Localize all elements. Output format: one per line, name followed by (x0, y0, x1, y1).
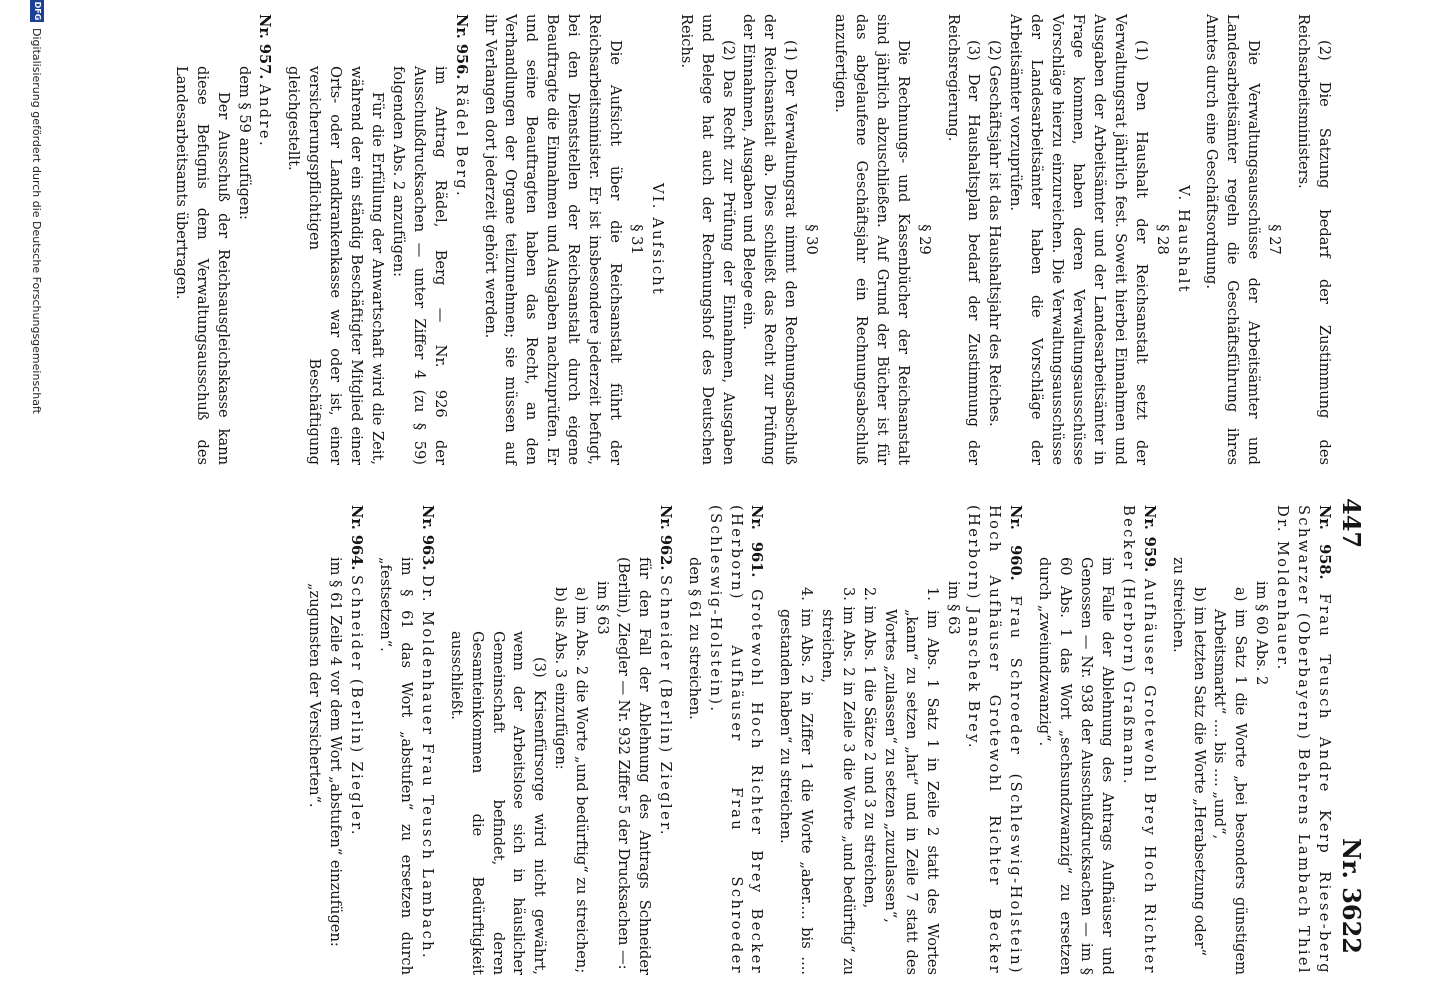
spacer (1025, 505, 1033, 975)
paragraph: 4. im Abs. 2 in Ziffer 1 die Worte „aber.... bis .... gestanden haben“ zu streichen. (777, 587, 816, 975)
section-heading: § 31 (627, 224, 645, 255)
paragraph: im § 63 (944, 581, 962, 635)
motion-sponsors: Aufhäuser Grotewohl Brey Hoch Richter Becker (Herborn) Graßmann. (1119, 505, 1158, 975)
paragraph: für den Fall der Ablehnung des Antrags Schneider (Berlin), Ziegler — Nr. 932 Ziffer 5 der Drucksachen —: (615, 557, 653, 975)
spacer (766, 505, 774, 975)
left-column (170, 0, 1334, 465)
spacer (675, 505, 683, 975)
paragraph: im Antrag Rädel, Berg — Nr. 926 der Ausschußdrucksachen — unter Ziffer 4 (zu § 59) folgenden Abs. 2 anzufügen: (389, 66, 449, 465)
motion-number: Nr. 960. (1007, 505, 1025, 581)
paragraph: 3. im Abs. 2 in Zeile 3 die Worte „und bedürftig“ zu streichen, (819, 587, 858, 975)
footer (30, 0, 44, 1000)
motion-number: Nr. 961. (748, 505, 766, 578)
motion-number: Nr. 964. (348, 505, 366, 571)
paragraph: (1) Der Verwaltungsrat nimmt den Rechnungsabschluß der Reichsanstalt ab. Dies schließt das Recht zur Prüfung der Einnahmen, Ausgaben und Belege ein. (740, 14, 800, 465)
paragraph: im § 60 Abs. 2 (1253, 581, 1271, 686)
motion-entry-header (654, 505, 675, 975)
paragraph: Die Rechnungs- und Kassenbücher der Reichsanstalt sind jährlich abzuschließen. Auf Grund der Bücher ist für das abgelaufene Geschäftsjahr ein Rechnungsabschluß anzufertigen. (832, 14, 912, 465)
document-number: Nr. 3622 (1337, 838, 1366, 954)
motion-number: Nr. 957. (256, 14, 274, 80)
paragraph: 2. im Abs. 1 die Sätze 2 und 3 zu streichen, (860, 587, 878, 909)
spacer (366, 505, 374, 975)
motion-number: Nr. 963. (418, 505, 436, 571)
paragraph: Für die Erfüllung der Anwartschaft wird die Zeit, während der ein ständig Beschäftigter Mitglied einer Orts- oder Landkrankenkasse war oder ist, einer versicherungspflichtigen Beschäftigung gleichgestellt. (285, 66, 387, 465)
motion-entry-header (704, 505, 767, 975)
right-column (303, 505, 1334, 975)
paragraph: Der Ausschuß der Reichsausgleichskasse kann diese Befugnis dem Verwaltungsausschuß des Landesarbeitsamts übertragen. (172, 66, 232, 465)
paragraph: (3) Der Haushaltsplan bedarf der Zustimmung der Reichsregierung. (944, 14, 983, 465)
section-heading: § 28 (1153, 224, 1171, 255)
paragraph: im § 63 (594, 581, 612, 635)
motion-entry-header (1117, 505, 1159, 975)
paragraph: im Falle der Ablehnung des Antrags Aufhäuser und Genossen — Nr. 938 der Ausschußdrucksachen — im § 60 Abs. 1 das Wort „sechsundzwanzig“ zu ersetzen durch „zweiundzwanzig“. (1036, 557, 1116, 975)
section-heading: V. Haushalt (1174, 185, 1192, 294)
paragraph: a) im Satz 1 die Worte „bei besonders günstigem Arbeitsmarkt“ .... bis .... „und“, (1211, 587, 1250, 975)
motion-sponsors: Frau Teusch Andre Kerp Riese-berg Schwarzer (Oberbayern) Behrens Lambach Thiel Dr. Moldenhauer. (1274, 505, 1333, 975)
motion-entry-header (254, 14, 275, 465)
spacer (1193, 14, 1201, 465)
paragraph: b) als Abs. 3 einzufügen: (552, 587, 570, 770)
motion-sponsors: Grotewohl Hoch Richter Brey Becker (Herborn) Aufhäuser Frau Schroeder (Schleswig-Holstein). (706, 505, 766, 975)
section-heading: § 30 (803, 224, 821, 255)
paragraph: im § 61 das Wort „abstufen“ zu ersetzen durch „festsetzen“. (377, 557, 415, 975)
paragraph: im § 61 Zeile 4 vor dem Wort „abstufen“ einzufügen: (327, 557, 345, 947)
section-heading: § 29 (915, 224, 933, 255)
spacer (275, 14, 283, 465)
spacer (437, 505, 445, 975)
paragraph: den § 61 zu streichen. (685, 557, 703, 720)
paragraph: (1) Den Haushalt der Reichsanstalt setzt der Verwaltungsrat jährlich fest. Soweit hierbei Einnahmen und Ausgaben der Arbeitsämter und der Landesarbeitsämter in Frage kommen, haben deren Verwaltungsausschüsse Vorschläge hierzu einzureichen. Die Verwaltungsausschüsse der Landesarbeitsämter haben die Vorschläge der Arbeitsämter vorzuprüfen. (1007, 14, 1150, 465)
paragraph: Die Verwaltungsausschüsse der Arbeitsämter und Landesarbeitsämter regeln die Geschäftsführung ihres Amtes durch eine Geschäftsordnung. (1203, 14, 1263, 465)
motion-sponsors: Schneider (Berlin) Ziegler. (348, 575, 366, 837)
motion-sponsors: Schneider (Berlin) Ziegler. (656, 575, 674, 837)
paragraph: a) im Abs. 2 die Worte „und bedürftig“ zu streichen; (573, 587, 591, 974)
spacer (1159, 505, 1167, 975)
paragraph: (2) Geschäftsjahr ist das Haushaltsjahr des Reiches. (986, 40, 1004, 427)
motion-number: Nr. 958. (1316, 505, 1333, 580)
paragraph: zu streichen. (1169, 557, 1187, 653)
motion-number: Nr. 962. (656, 505, 674, 571)
paragraph: (3) Krisenfürsorge wird nicht gewährt, wenn der Arbeitslose sich in häuslicher Gemeinschaft befindet, deren Gesamteinkommen die Bedürftigkeit ausschließt. (447, 631, 549, 975)
spacer (667, 14, 675, 465)
paragraph: „zugunsten der Versicherten“. (306, 583, 324, 808)
paragraph: b) im letzten Satz die Worte „Herabsetzung oder“ (1190, 587, 1208, 956)
paragraph: 1. im Abs. 1 Satz 1 in Zeile 2 statt des Wortes „kann“ zu setzen „hat“ und in Zeile 7 statt des Wortes „zulassen“ zu setzen „zuzulassen“, (881, 587, 941, 975)
motion-sponsors: Andre. (256, 84, 274, 148)
motion-entry-header (1271, 505, 1334, 975)
motion-entry-header (963, 505, 1026, 975)
footer-credit: Digitalisierung gefördert durch die Deutsche Forschungsgemeinschaft (30, 28, 44, 414)
motion-entry-header (450, 14, 471, 465)
spacer (821, 14, 829, 465)
section-heading: § 27 (1266, 224, 1284, 255)
dfg-logo-icon: DFG (30, 0, 44, 22)
motion-sponsors: Frau Schroeder (Schleswig-Holstein) Hoch Aufhäuser Grotewohl Richter Becker (Herborn) Janschek Brey. (965, 505, 1025, 975)
spacer (1284, 14, 1292, 465)
paragraph: dem § 59 anzufügen: (235, 66, 253, 220)
paragraph: (2) Die Satzung bedarf der Zustimmung des Reichsarbeitsministers. (1295, 14, 1333, 465)
motion-sponsors: Rädel Berg. (452, 84, 470, 199)
motion-number: Nr. 959. (1140, 505, 1158, 573)
spacer (934, 14, 942, 465)
paragraph: (2) Das Recht zur Prüfung der Einnahmen, Ausgaben und Belege hat auch der Rechnungshof des Deutschen Reichs. (677, 14, 737, 465)
spacer (471, 14, 479, 465)
paragraph: Die Aufsicht über die Reichsanstalt führt der Reichsarbeitsminister. Er ist insbesondere jederzeit befugt, bei den Dienststellen der Reichsanstalt durch eigene Beauftragte die Einnahmen und Ausgaben nachzuprüfen. Er und seine Beauftragten haben das Recht, an den Verhandlungen der Organe teilzunehmen; sie müssen auf ihr Verlangen dort jederzeit gehört werden. (481, 14, 624, 465)
page-number: 447 (1337, 498, 1366, 549)
motion-entry-header (416, 505, 437, 975)
motion-entry-header (345, 505, 366, 975)
motion-number: Nr. 956. (452, 14, 470, 80)
section-heading: VI. Aufsicht (648, 183, 666, 296)
motion-sponsors: Dr. Moldenhauer Frau Teusch Lambach. (418, 575, 436, 960)
